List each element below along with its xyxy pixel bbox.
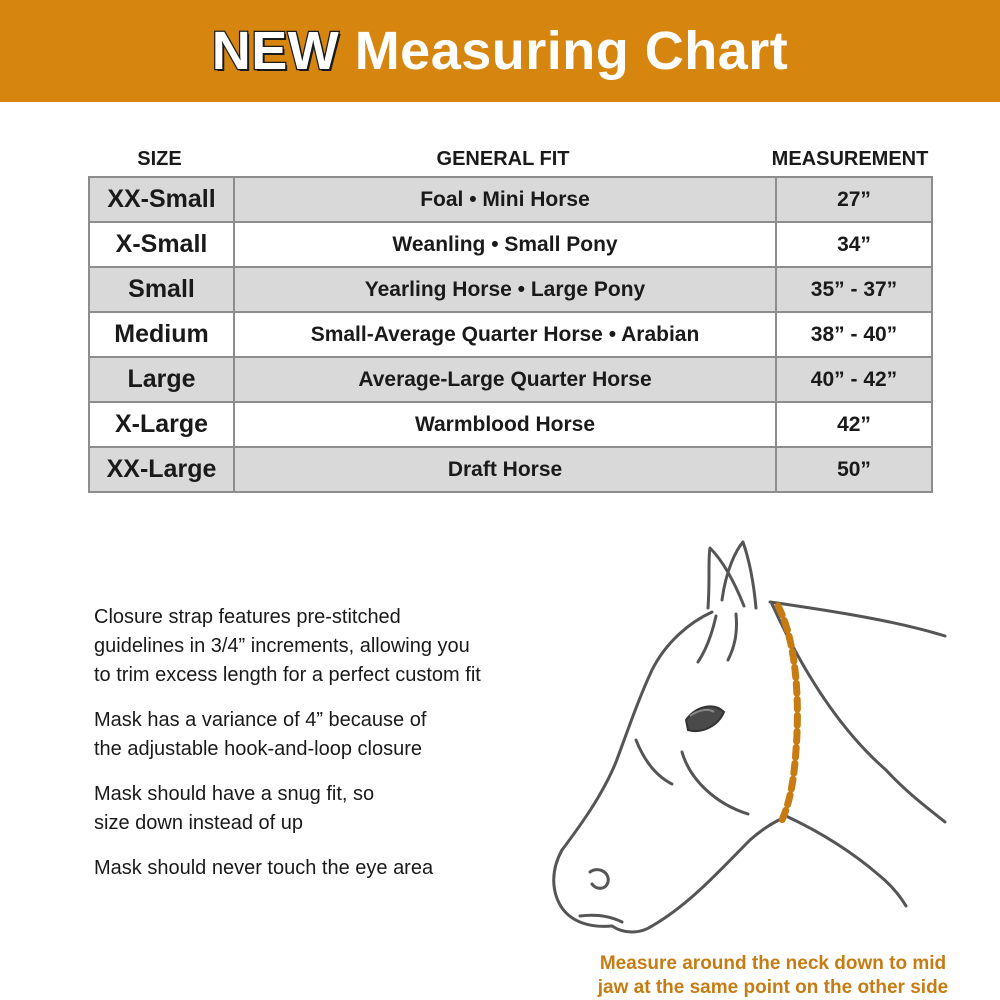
fit-cell: Small-Average Quarter Horse • Arabian bbox=[234, 312, 776, 357]
size-cell: X-Large bbox=[89, 402, 234, 447]
size-cell: XX-Small bbox=[89, 177, 234, 222]
note-line: guidelines in 3/4” increments, allowing you bbox=[94, 635, 470, 657]
horse-head-icon bbox=[540, 530, 960, 950]
table-row bbox=[89, 222, 932, 267]
note-line: the adjustable hook-and-loop closure bbox=[94, 738, 422, 760]
fit-cell: Draft Horse bbox=[234, 447, 776, 492]
caption-line: jaw at the same point on the other side bbox=[597, 977, 949, 998]
table-row bbox=[89, 357, 932, 402]
note-line: to trim excess length for a perfect custom fit bbox=[94, 664, 481, 686]
note-paragraph bbox=[94, 706, 554, 764]
table-row bbox=[89, 267, 932, 312]
caption-line: Measure around the neck down to mid bbox=[599, 953, 947, 974]
size-cell: X-Small bbox=[89, 222, 234, 267]
table-row bbox=[89, 177, 932, 222]
measurement-cell: 34” bbox=[776, 222, 932, 267]
measurement-caption bbox=[578, 952, 968, 1000]
note-paragraph bbox=[94, 603, 554, 690]
fit-cell: Warmblood Horse bbox=[234, 402, 776, 447]
title-new-word: NEW bbox=[211, 21, 340, 81]
measurement-cell: 40” - 42” bbox=[776, 357, 932, 402]
note-line: Mask should never touch the eye area bbox=[94, 857, 434, 879]
note-line: size down instead of up bbox=[94, 812, 304, 834]
measurement-cell: 42” bbox=[776, 402, 932, 447]
size-cell: Medium bbox=[89, 312, 234, 357]
title-text: Measuring Chart bbox=[354, 21, 789, 81]
table-row bbox=[89, 402, 932, 447]
column-header-size: SIZE bbox=[137, 148, 182, 170]
title-banner bbox=[0, 0, 1000, 102]
fit-cell: Average-Large Quarter Horse bbox=[234, 357, 776, 402]
fit-cell: Yearling Horse • Large Pony bbox=[234, 267, 776, 312]
note-paragraph bbox=[94, 854, 554, 883]
fit-cell: Foal • Mini Horse bbox=[234, 177, 776, 222]
size-table bbox=[88, 176, 933, 493]
column-header-fit: GENERAL FIT bbox=[436, 148, 570, 170]
note-line: Mask has a variance of 4” because of bbox=[94, 709, 427, 731]
note-line: Mask should have a snug fit, so bbox=[94, 783, 375, 805]
measurement-cell: 50” bbox=[776, 447, 932, 492]
measurement-line bbox=[778, 606, 797, 820]
size-cell: Large bbox=[89, 357, 234, 402]
note-line: Closure strap features pre-stitched bbox=[94, 606, 401, 628]
fit-cell: Weanling • Small Pony bbox=[234, 222, 776, 267]
fit-notes bbox=[94, 603, 554, 899]
note-paragraph bbox=[94, 780, 554, 838]
table-row bbox=[89, 447, 932, 492]
size-cell: Small bbox=[89, 267, 234, 312]
column-header-measurement: MEASUREMENT bbox=[771, 148, 929, 170]
size-cell: XX-Large bbox=[89, 447, 234, 492]
table-row bbox=[89, 312, 932, 357]
horse-eye bbox=[686, 706, 724, 731]
page-title bbox=[212, 20, 789, 82]
measurement-cell: 35” - 37” bbox=[776, 267, 932, 312]
measurement-cell: 27” bbox=[776, 177, 932, 222]
measurement-cell: 38” - 40” bbox=[776, 312, 932, 357]
